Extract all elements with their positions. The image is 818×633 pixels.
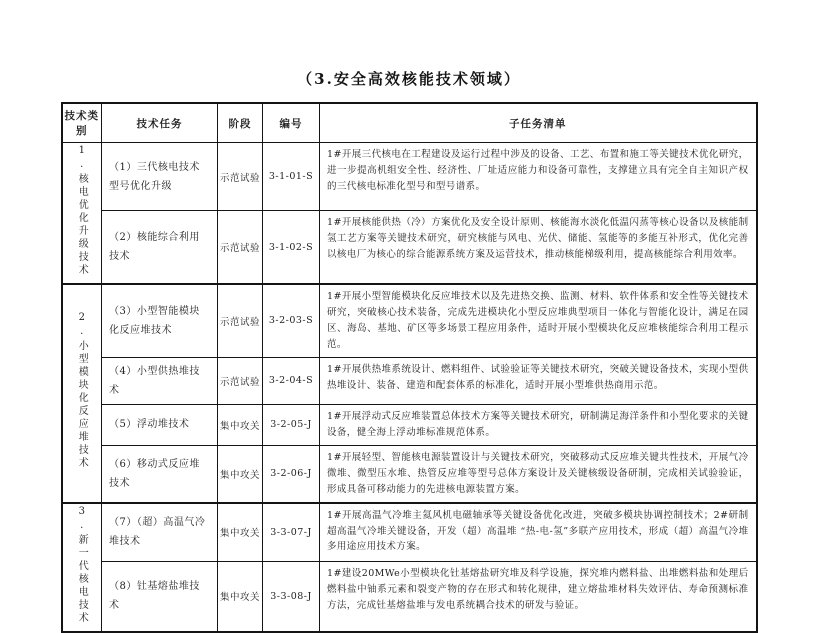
- stage-value: 示范试验: [218, 143, 263, 211]
- header-tech-task: 技术任务: [102, 103, 218, 143]
- stage-value: 集中攻关: [218, 503, 263, 562]
- code-value: 3-1-01-S: [263, 143, 320, 211]
- table-row: [62, 503, 757, 562]
- category-cell-1: [62, 143, 102, 285]
- category-cell-3: [62, 503, 102, 632]
- table-row: [62, 284, 757, 357]
- task-name: （3）小型智能模块化反应堆技术: [102, 284, 218, 357]
- subtask-text: 1#开展核能供热（冷）方案优化及安全设计原则、核能海水淡化低温闪蒸等核心设备以及核能制氢工艺方案等关键技术研究，研究核能与风电、光伏、储能、氢能等的多能互补形式，优化完善以核电厂为核心的综合能源系统方案及运营技术，推动核能梯级利用，提高核能综合利用效率。: [320, 211, 757, 284]
- task-name: （2）核能综合利用技术: [102, 211, 218, 284]
- task-name: （6）移动式反应堆技术: [102, 445, 218, 502]
- page-title: （3.安全高效核能技术领域）: [297, 70, 521, 88]
- table-row: [62, 445, 757, 502]
- subtask-text: 1#建设20MWe小型模块化钍基熔盐研究堆及科学设施，探究堆内燃料盐、出堆燃料盐和处理后燃料盐中铀系元素和裂变产物的存在形式和转化规律，建立熔盐堆材料失效评估、寿命预测标准方法，完成钍基熔盐堆与发电系统耦合技术的研发与验证。: [320, 561, 757, 631]
- code-value: 3-2-06-J: [263, 445, 320, 502]
- task-name: （1）三代核电技术型号优化升级: [102, 143, 218, 211]
- task-name: （8）钍基熔盐堆技术: [102, 561, 218, 631]
- table-row: [62, 211, 757, 284]
- stage-value: 示范试验: [218, 284, 263, 357]
- task-name: （7）（超）高温气冷堆技术: [102, 503, 218, 562]
- stage-value: 示范试验: [218, 211, 263, 284]
- subtask-text: 1#开展小型智能模块化反应堆技术以及先进热交换、监测、材料、软件体系和安全性等关键技术研究，突破核心技术装备，完成先进模块化小型反应堆典型项目一体化与智能化设计，满足在园区、海岛、基地、矿区等多场景工程应用条件，适时开展小型模块化反应堆核能综合利用工程示范。: [320, 284, 757, 357]
- header-code: 编号: [263, 103, 320, 143]
- code-value: 3-2-03-S: [263, 284, 320, 357]
- table-row: [62, 404, 757, 445]
- stage-value: 集中攻关: [218, 445, 263, 502]
- category-label: 3.新一代核电技术: [76, 505, 88, 625]
- header-stage: 阶段: [218, 103, 263, 143]
- category-cell-2: [62, 284, 102, 503]
- table-row: [62, 143, 757, 211]
- header-tech-category: 技术类别: [62, 103, 102, 143]
- category-label: 1.核电优化升级技术: [76, 145, 88, 277]
- stage-value: 集中攻关: [218, 404, 263, 445]
- table-header-row: [62, 103, 757, 143]
- code-value: 3-2-05-J: [263, 404, 320, 445]
- task-name: （4）小型供热堆技术: [102, 357, 218, 404]
- code-value: 3-3-07-J: [263, 503, 320, 562]
- table-row: [62, 357, 757, 404]
- code-value: 3-3-08-J: [263, 561, 320, 631]
- header-subtask-list: 子任务清单: [320, 103, 757, 143]
- stage-value: 示范试验: [218, 357, 263, 404]
- category-label: 2.小型模块化反应堆技术: [76, 312, 88, 471]
- subtask-text: 1#开展高温气冷堆主氦风机电磁轴承等关键设备优化改进，突破多模块协调控制技术；2#研制超高温气冷堆关键设备，开发（超）高温堆 “热-电-氢”多联产应用技术，形成（超）高温气冷堆多用途应用技术方案。: [320, 503, 757, 562]
- tech-task-table: [61, 102, 758, 633]
- table-row: [62, 561, 757, 631]
- subtask-text: 1#开展轻型、智能核电源装置设计与关键技术研究，突破移动式反应堆关键共性技术，开展气冷微堆、微型压水堆、热管反应堆等型号总体方案设计及关键核级设备研制，完成相关试验验证，形成具备可移动能力的先进核电源装置方案。: [320, 445, 757, 502]
- subtask-text: 1#开展供热堆系统设计、燃料组件、试验验证等关键技术研究，突破关键设备技术，实现小型供热堆设计、装备、建造和配套体系的标准化，适时开展小型堆供热商用示范。: [320, 357, 757, 404]
- stage-value: 集中攻关: [218, 561, 263, 631]
- subtask-text: 1#开展三代核电在工程建设及运行过程中涉及的设备、工艺、布置和施工等关键技术优化研究，进一步提高机组安全性、经济性、厂址适应能力和设备可靠性，支撑建立具有完全自主知识产权的三代核电标准化型号和型号谱系。: [320, 143, 757, 211]
- task-name: （5）浮动堆技术: [102, 404, 218, 445]
- code-value: 3-1-02-S: [263, 211, 320, 284]
- code-value: 3-2-04-S: [263, 357, 320, 404]
- subtask-text: 1#开展浮动式反应堆装置总体技术方案等关键技术研究，研制满足海洋条件和小型化要求的关键设备，健全海上浮动堆标准规范体系。: [320, 404, 757, 445]
